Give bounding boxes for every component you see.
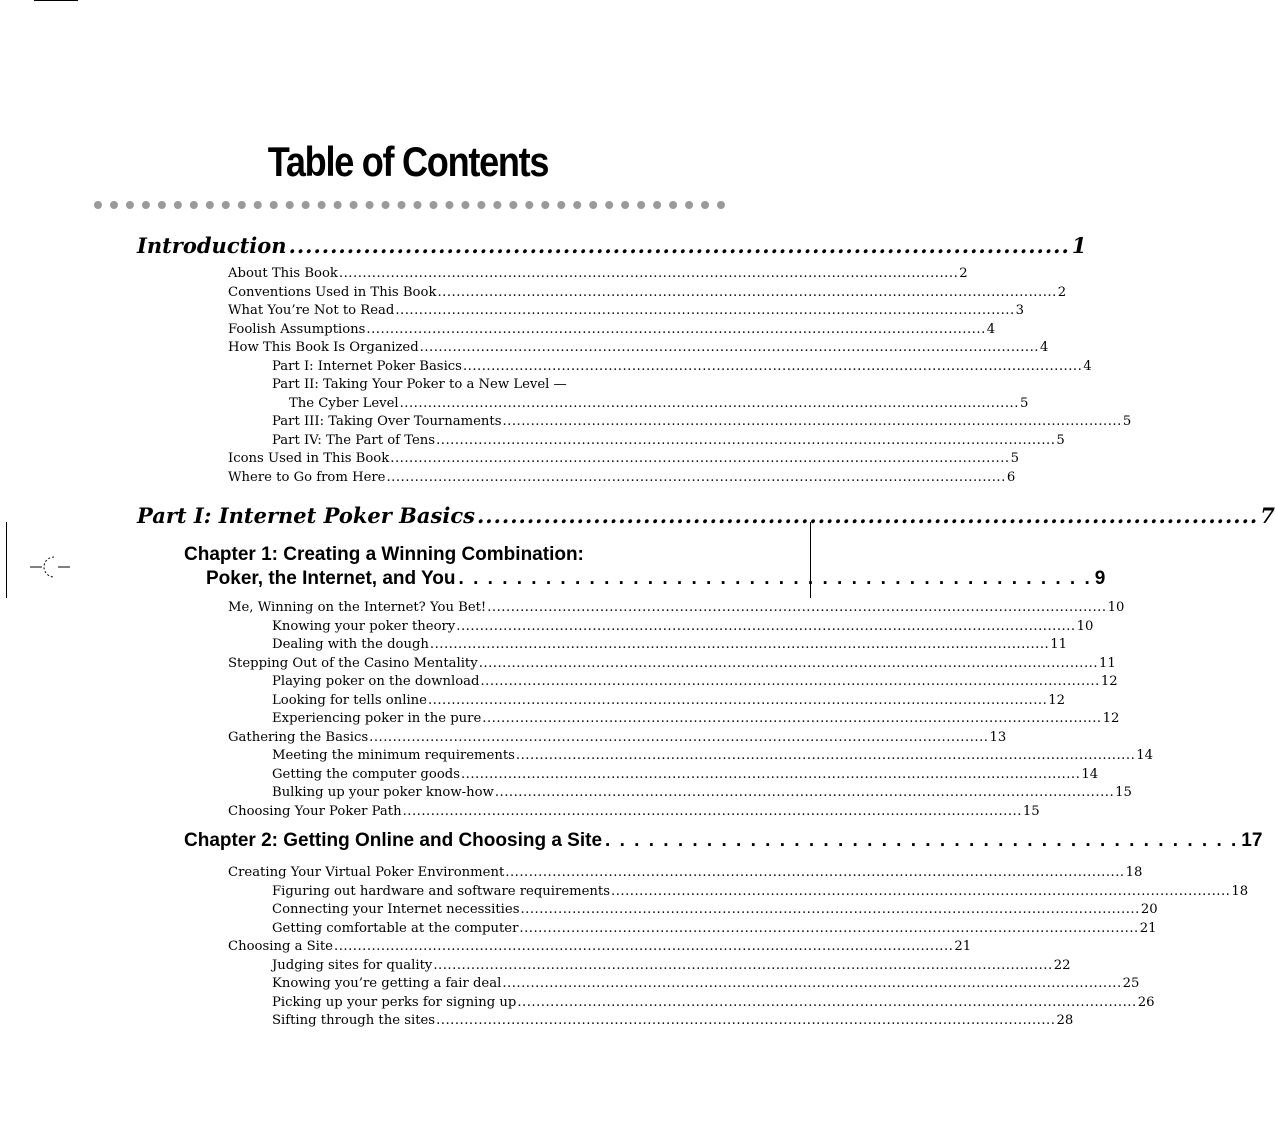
toc-subentry: Part II: Taking Your Poker to a New Level —: [272, 377, 567, 392]
toc-subentry: Getting comfortable at the computer .................................................................................................................................... 21: [272, 920, 1157, 936]
introduction-entries: [228, 265, 1132, 487]
decorative-dot: [557, 201, 565, 209]
toc-entry: What You’re Not to Read .................................................................................................................................... 3: [228, 303, 1025, 318]
chapter1-page: 9: [1094, 568, 1106, 589]
toc-entry: Choosing Your Poker Path .................................................................................................................................... 15: [228, 803, 1040, 819]
chapter1-title-line1: Chapter 1: Creating a Winning Combination:: [184, 544, 584, 565]
crop-mark-icon: [28, 552, 72, 582]
decorative-dot: [701, 201, 709, 209]
toc-subentry: Part III: Taking Over Tournaments .................................................................................................................................... 5: [272, 414, 1132, 429]
decorative-dot: [653, 201, 661, 209]
decorative-dot: [637, 201, 645, 209]
decorative-dot: [621, 201, 629, 209]
toc-entry: Stepping Out of the Casino Mentality .................................................................................................................................... 11: [228, 655, 1116, 671]
decorative-dot: [669, 201, 677, 209]
decorative-dot: [286, 201, 294, 209]
toc-entry: Conventions Used in This Book .................................................................................................................................... 2: [228, 284, 1067, 300]
decorative-dot: [477, 201, 485, 209]
decorative-dot: [174, 201, 182, 209]
toc-subentry: Sifting through the sites .................................................................................................................................... 28: [272, 1013, 1074, 1028]
toc-subentry: Part IV: The Part of Tens .................................................................................................................................... 5: [272, 432, 1065, 448]
chapter2-heading: [184, 830, 1263, 854]
toc-entry: Choosing a Site .................................................................................................................................... 21: [228, 939, 972, 954]
introduction-label: Introduction: [137, 233, 287, 258]
decorative-dot: [366, 201, 374, 209]
decorative-dot: [382, 201, 390, 209]
decorative-dot: [222, 201, 230, 209]
chapter1-entries: [228, 599, 1154, 821]
decorative-dot: [318, 201, 326, 209]
introduction-heading: [137, 228, 1087, 258]
decorative-dot: [190, 201, 198, 209]
left-edge-rule: [6, 522, 7, 598]
toc-subentry: Experiencing poker in the pure .................................................................................................................................... 12: [272, 711, 1120, 726]
leader-dots: ..............................................................................................: [476, 503, 1259, 528]
decorative-dot: [525, 201, 533, 209]
decorative-dot: [605, 201, 613, 209]
toc-entry: Icons Used in This Book .................................................................................................................................... 5: [228, 451, 1019, 466]
decorative-dot: [238, 201, 246, 209]
decorative-dot: [461, 201, 469, 209]
toc-subentry: Getting the computer goods .................................................................................................................................... 14: [272, 766, 1099, 782]
toc-subentry: Connecting your Internet necessities .................................................................................................................................... 20: [272, 902, 1158, 917]
chapter1-title-line2: Poker, the Internet, and You . . . . . . . . . . . . . . . . . . . . . . . . . . . . . . . . . . . . . . . . . . . . 9: [206, 568, 684, 592]
decorative-dot: [429, 201, 437, 209]
part1-heading: [137, 498, 1275, 528]
decorative-dot: [509, 201, 517, 209]
top-rule: [34, 0, 78, 1]
decorative-dot-row: [92, 198, 727, 212]
decorative-dot: [350, 201, 358, 209]
toc-subentry: Picking up your perks for signing up .................................................................................................................................... 26: [272, 994, 1155, 1010]
decorative-dot: [717, 201, 725, 209]
toc-entry: About This Book .................................................................................................................................... 2: [228, 266, 968, 281]
decorative-dot: [413, 201, 421, 209]
toc-subentry-continued: The Cyber Level .................................................................................................................................... 5: [289, 395, 1029, 411]
toc-subentry: Knowing your poker theory .................................................................................................................................... 10: [272, 618, 1094, 634]
decorative-dot: [541, 201, 549, 209]
toc-subentry: Playing poker on the download .................................................................................................................................... 12: [272, 674, 1118, 689]
decorative-dot: [685, 201, 693, 209]
toc-subentry: Looking for tells online .................................................................................................................................... 12: [272, 692, 1066, 708]
toc-subentry: Part I: Internet Poker Basics .................................................................................................................................... 4: [272, 358, 1092, 374]
decorative-dot: [573, 201, 581, 209]
toc-subentry: Meeting the minimum requirements .................................................................................................................................... 14: [272, 748, 1154, 763]
decorative-dot: [142, 201, 150, 209]
toc-entry: Foolish Assumptions .................................................................................................................................... 4: [228, 321, 996, 337]
introduction-page: 1: [1071, 233, 1087, 258]
toc-subentry: Judging sites for quality .................................................................................................................................... 22: [272, 957, 1071, 973]
decorative-dot: [158, 201, 166, 209]
toc-entry: How This Book Is Organized .................................................................................................................................... 4: [228, 340, 1049, 355]
decorative-dot: [94, 201, 102, 209]
toc-subentry: Knowing you’re getting a fair deal .................................................................................................................................... 25: [272, 976, 1140, 991]
decorative-dot: [493, 201, 501, 209]
decorative-dot: [126, 201, 134, 209]
chapter2-page: 17: [1241, 830, 1263, 851]
decorative-dot: [110, 201, 118, 209]
part1-page: 7: [1260, 503, 1275, 528]
chapter2-entries: [228, 864, 1249, 1031]
decorative-dot: [445, 201, 453, 209]
chapter1-heading: [184, 544, 1106, 592]
decorative-dot: [302, 201, 310, 209]
decorative-dot: [206, 201, 214, 209]
toc-subentry: Dealing with the dough .................................................................................................................................... 11: [272, 637, 1068, 652]
chapter2-title: Chapter 2: Getting Online and Choosing a Site . . . . . . . . . . . . . . . . . . . . . . . . . . . . . . . . . . . . . . . . . . . . 17: [184, 830, 684, 854]
toc-subentry: Bulking up your poker know-how .................................................................................................................................... 15: [272, 785, 1132, 800]
toc-entry: Where to Go from Here .................................................................................................................................... 6: [228, 469, 1016, 485]
toc-entry: Me, Winning on the Internet? You Bet! .................................................................................................................................... 10: [228, 600, 1125, 615]
toc-subentry: Figuring out hardware and software requirements .................................................................................................................................... 18: [272, 883, 1249, 899]
decorative-dot: [270, 201, 278, 209]
decorative-dot: [398, 201, 406, 209]
decorative-dot: [589, 201, 597, 209]
part1-label: Part I: Internet Poker Basics: [137, 503, 475, 528]
decorative-dot: [334, 201, 342, 209]
page-title: Table of Contents: [267, 138, 549, 185]
leader-dots: ..............................................................................................: [288, 233, 1070, 258]
toc-entry: Gathering the Basics .................................................................................................................................... 13: [228, 729, 1007, 745]
decorative-dot: [254, 201, 262, 209]
toc-entry: Creating Your Virtual Poker Environment .................................................................................................................................... 18: [228, 865, 1143, 880]
